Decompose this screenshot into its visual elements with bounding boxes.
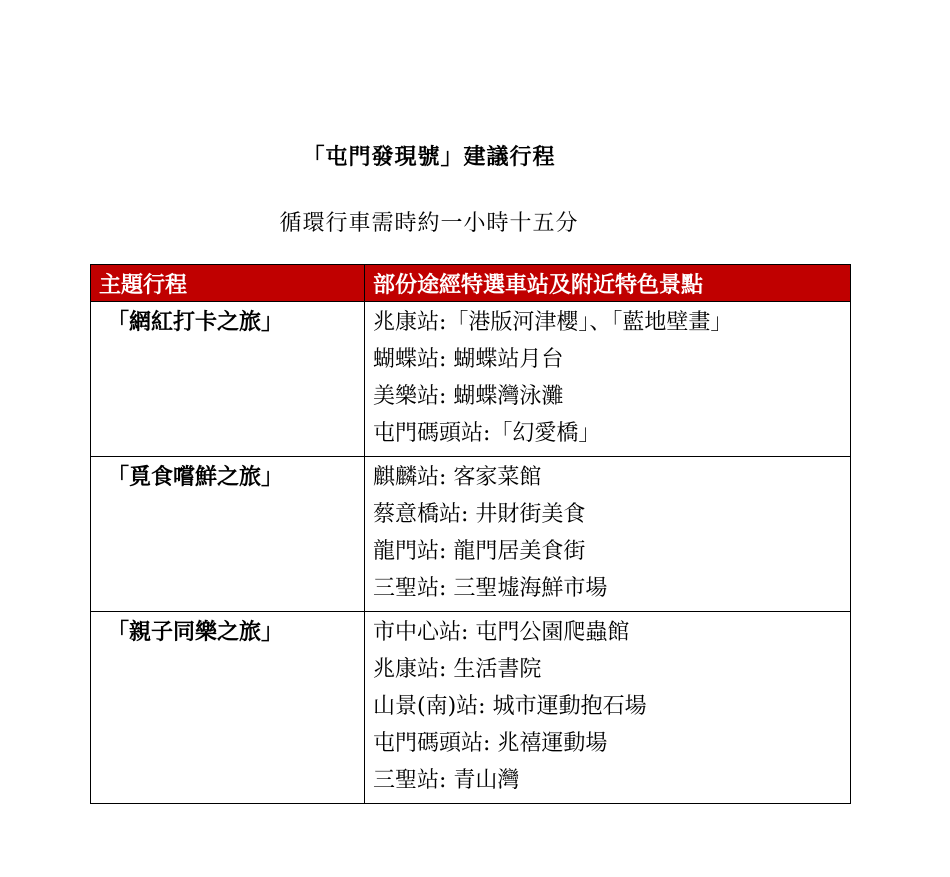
stop-item: 蝴蝶站: 蝴蝶站月台	[373, 347, 564, 372]
stops-cell	[365, 302, 851, 457]
theme-cell	[91, 612, 365, 804]
column-header-theme: 主題行程	[91, 265, 365, 302]
stop-item: 麒麟站: 客家菜館	[373, 465, 542, 490]
stop-item: 龍門站: 龍門居美食街	[373, 539, 586, 564]
theme-cell	[91, 302, 365, 457]
document-subtitle: 循環行車需時約一小時十五分	[279, 211, 579, 236]
stop-item: 屯門碼頭站:「幻愛橋」	[373, 421, 601, 446]
theme-name: 「網紅打卡之旅」	[107, 309, 284, 335]
stops-cell	[365, 612, 851, 804]
stop-item: 山景(南)站: 城市運動抱石場	[373, 694, 647, 719]
theme-name: 「覓食嚐鮮之旅」	[107, 464, 284, 490]
stop-item: 蔡意橋站: 井財街美食	[373, 502, 586, 527]
itinerary-table	[90, 264, 851, 804]
stop-item: 三聖站: 青山灣	[373, 768, 520, 793]
theme-cell	[91, 457, 365, 612]
table-row	[91, 457, 851, 612]
table-row	[91, 612, 851, 804]
table-header-row	[91, 265, 851, 302]
stop-item: 兆康站:「港版河津櫻」、「藍地壁畫」	[373, 310, 733, 335]
stop-item: 美樂站: 蝴蝶灣泳灘	[373, 384, 564, 409]
stop-item: 三聖站: 三聖墟海鮮市場	[373, 576, 608, 601]
stops-cell	[365, 457, 851, 612]
stop-item: 兆康站: 生活書院	[373, 657, 542, 682]
document-title: 「屯門發現號」建議行程	[302, 144, 556, 170]
stop-item: 屯門碼頭站: 兆禧運動場	[373, 731, 608, 756]
table-row	[91, 302, 851, 457]
column-header-stops: 部份途經特選車站及附近特色景點	[365, 265, 851, 302]
stop-item: 市中心站: 屯門公園爬蟲館	[373, 620, 630, 645]
theme-name: 「親子同樂之旅」	[107, 619, 284, 645]
